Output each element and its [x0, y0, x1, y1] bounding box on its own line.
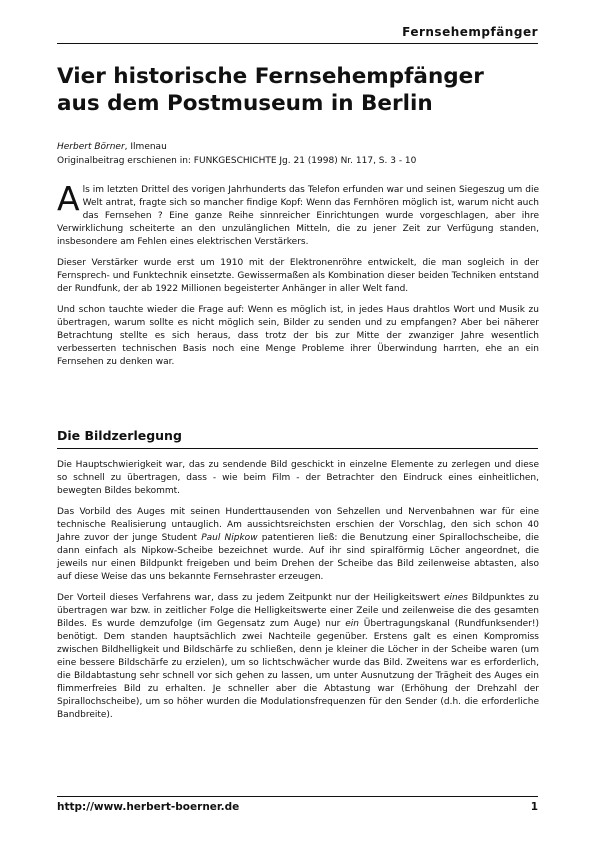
author-name: Herbert Börner	[57, 142, 125, 152]
intro-paragraph-2: Dieser Verstärker wurde erst um 1910 mit der Elektronenröhre entwickelt, die man sogleich in der Fernsprech- und Funktechnik einsetzte. Gewissermaßen als Kombination dieser beiden Techniken entstand der Rundfunk, der ab 1922 Millionen begeisterter Anhänger in aller Welt fand.	[57, 258, 539, 294]
intro-paragraph-1-text: ls im letzten Drittel des vorigen Jahrhunderts das Telefon erfunden war und seinen Siegeszug um die Welt antrat, fragte sich so mancher findige Kopf: Wenn das Fernhören möglich ist, warum nicht auch das Fernsehen ? Eine ganze Reihe sinnreicher Einrichtungen wurde vorgeschlagen, aber ihre Verwirklichung scheiterte an den unzulänglichen Mitteln, die zu jener Zeit zur Verfügung standen, insbesondere am Fehlen eines elektrischen Verstärkers.	[57, 185, 539, 247]
section-paragraph-2-part-b: patentieren ließ: die Benutzung einer Spirallochscheibe, die dann einfach als Nipkow-Scheibe bezeichnet wurde. Auf ihr sind spiralförmig Löcher angeordnet, die jeweils nur einen Bildpunkt freigeben und beim Drehen der Scheibe das Bild zeilenweise abtasten, also auf diese Weise das uns bekannte Fernsehraster erzeugen.	[57, 533, 539, 582]
section-paragraph-2-part-a: Das Vorbild des Auges mit seinen Hunderttausenden von Sehzellen und Nervenbahnen war für eine technische Realisierung untauglich. Am aussichtsreichsten erschien der Vorschlag, den sich schon 40 Jahre zuvor der junge Student	[57, 507, 539, 543]
source-line: Originalbeitrag erschienen in: FUNKGESCHICHTE Jg. 21 (1998) Nr. 117, S. 3 - 10	[57, 156, 417, 166]
emphasis-ein: ein	[345, 619, 359, 629]
author-line	[57, 140, 539, 154]
intro-paragraph-3: Und schon tauchte wieder die Frage auf: Wenn es möglich ist, in jedes Haus drahtlos Wort und Musik zu übertragen, warum sollte es nicht möglich sein, Bilder zu senden und zu empfangen? Aber bei näherer Betrachtung stellte es sich heraus, dass trotz der bis zur Mitte der zwanziger Jahre wesentlich verbesserten technischen Basis noch eine Menge Probleme ihrer Überwindung harrten, ehe an ein Fernsehen zu denken war.	[57, 305, 539, 367]
footer-rule	[57, 796, 538, 797]
section-paragraph-3	[57, 592, 539, 722]
intro-text	[57, 179, 539, 377]
author-place: , Ilmenau	[124, 142, 167, 152]
section-paragraph-2	[57, 506, 539, 584]
section-rule	[57, 448, 538, 449]
title-line-1: Vier historische Fernsehempfänger	[57, 64, 484, 89]
section-paragraph-3-part-b: Bildpunktes zu übertragen war bzw. in zeitlicher Folge die Helligkeitswerte einer Zeile und zeilenweise die des gesamten Bildes. Es wurde demzufolge (im Gegensatz zum Auge) nur	[57, 593, 539, 629]
section-paragraph-3-part-a: Der Vorteil dieses Verfahrens war, dass zu jedem Zeitpunkt nur der Heiligkeitswert	[57, 593, 444, 603]
section-paragraph-1: Die Hauptschwierigkeit war, das zu sendende Bild geschickt in einzelne Elemente zu zerlegen und diese so schnell zu übertragen, dass - wie beim Film - der Betrachter den Eindruck eines einheitlichen, bewegten Bildes bekommt.	[57, 460, 539, 496]
page-number: 1	[530, 801, 538, 813]
person-name: Paul Nipkow	[201, 533, 258, 543]
running-header: Fernsehempfänger	[402, 25, 538, 39]
header-rule	[57, 43, 538, 44]
title-line-2: aus dem Postmuseum in Berlin	[57, 91, 433, 116]
byline	[57, 140, 539, 168]
section-text	[57, 459, 539, 730]
section-paragraph-3-part-c: Übertragungskanal (Rundfunksender!) benötigt. Dem standen hauptsächlich zwei Nachteile gegenüber. Erstens galt es einen Kompromiss zwischen Bildhelligkeit und Bildschärfe zu schließen, denn je kleiner die Löcher in der Scheibe waren (um eine bessere Bildschärfe zu erzielen), um so lichtschwächer wurde das Bild. Zweitens war es erforderlich, die Bildabtastung sehr schnell vor sich gehen zu lassen, um unter Ausnutzung der Trägheit des Auges ein flimmerfreies Bild zu erhalten. Je schneller aber die Abtastung war (Erhöhung der Drehzahl der Spirallochscheibe), um so höher wurden die Modulationsfrequenzen für den Sender (d.h. die erforderliche Bandbreite).	[57, 619, 539, 720]
article-title	[57, 63, 539, 117]
footer-url[interactable]: http://www.herbert-boerner.de	[57, 801, 240, 813]
drop-cap: A	[57, 179, 80, 218]
emphasis-eines: eines	[443, 593, 468, 603]
section-heading: Die Bildzerlegung	[57, 428, 182, 443]
intro-paragraph-1	[57, 179, 539, 249]
